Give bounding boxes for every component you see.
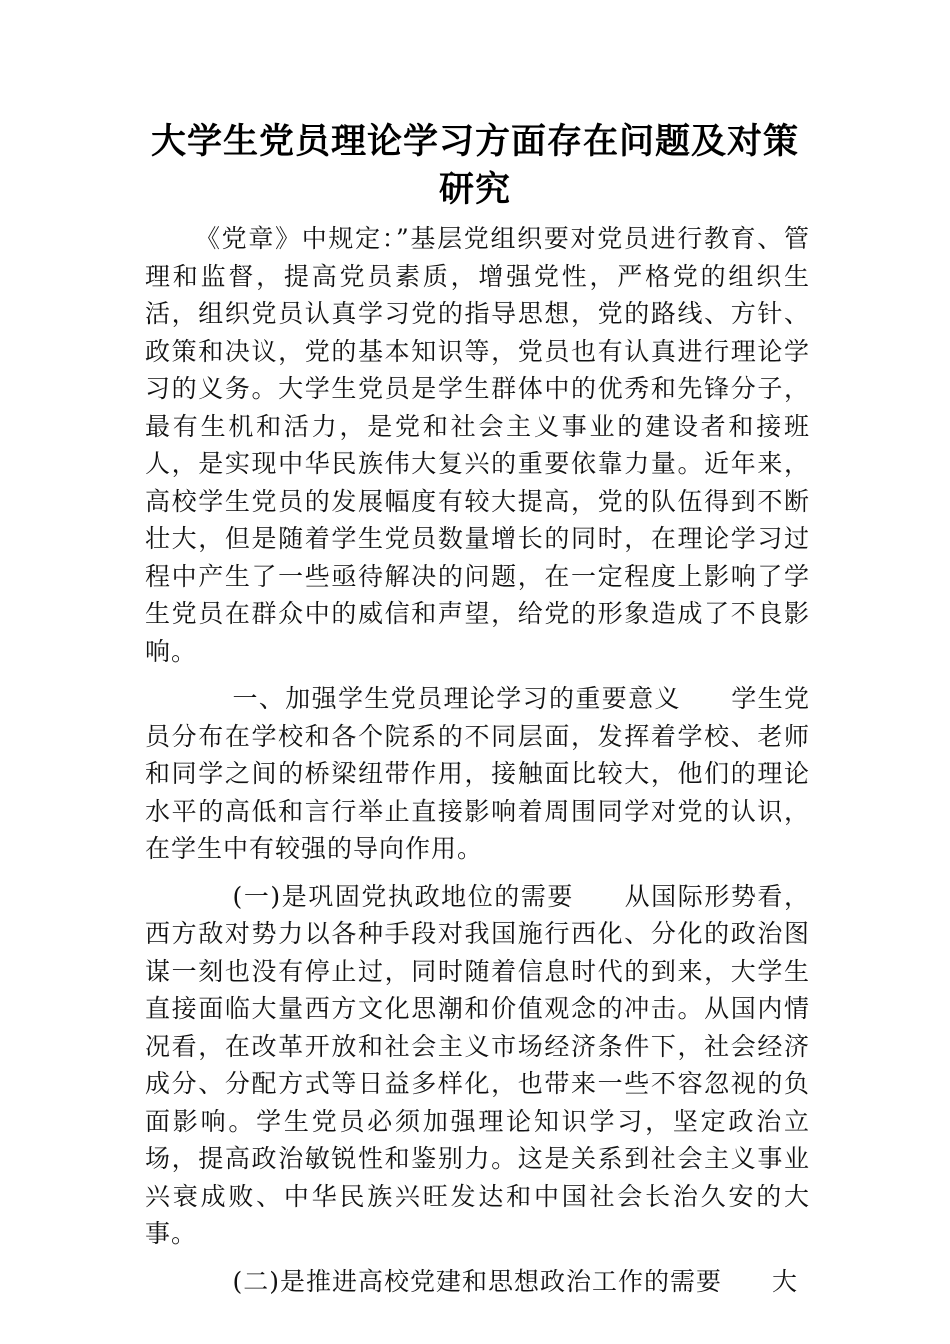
subsection-heading: (一)是巩固党执政地位的需要 — [232, 881, 574, 911]
paragraph-intro — [145, 220, 810, 670]
section-heading: 一、加强学生党员理论学习的重要意义 — [232, 684, 681, 713]
paragraph-text: 大 — [772, 1266, 799, 1296]
paragraph-text: 从国际形势看，西方敌对势力以各种手段对我国施行西化、分化的政治图谋一刻也没有停止过，同时随着信息时代的到来，大学生直接面临大量西方文化思潮和价值观念的冲击。从国内情况看，在改革开放和社会主义市场经济条件下，社会经济成分、分配方式等日益多样化，也带来一些不容忽视的负面影响。学生党员必须加强理论知识学习，坚定政治立场，提高政治敏锐性和鉴别力。这是关系到社会主义事业兴衰成败、中华民族兴旺发达和中国社会长治久安的大事。 — [145, 881, 810, 1248]
paragraph-subsection-1 — [145, 878, 810, 1253]
document-title: 大学生党员理论学习方面存在问题及对策研究 — [150, 122, 799, 210]
paragraph-subsection-2 — [145, 1263, 810, 1301]
paragraph-section-1 — [145, 680, 810, 868]
subsection-heading: (二)是推进高校党建和思想政治工作的需要 — [232, 1266, 723, 1296]
paragraph-text: 学生党员分布在学校和各个院系的不同层面，发挥着学校、老师和同学之间的桥梁纽带作用，接触面比较大，他们的理论水平的高低和言行举止直接影响着周围同学对党的认识，在学生中有较强的导向作用。 — [145, 684, 810, 863]
document-body — [145, 220, 810, 1310]
paragraph-text: 《党章》中规定：”基层党组织要对党员进行教育、管理和监督，提高党员素质，增强党性，严格党的组织生活，组织党员认真学习党的指导思想，党的路线、方针、政策和决议，党的基本知识等，党员也有认真进行理论学习的义务。大学生党员是学生群体中的优秀和先锋分子，最有生机和活力，是党和社会主义事业的建设者和接班人，是实现中华民族伟大复兴的重要依靠力量。近年来，高校学生党员的发展幅度有较大提高，党的队伍得到不断壮大，但是随着学生党员数量增长的同时，在理论学习过程中产生了一些亟待解决的问题，在一定程度上影响了学生党员在群众中的威信和声望，给党的形象造成了不良影响。 — [145, 224, 810, 666]
